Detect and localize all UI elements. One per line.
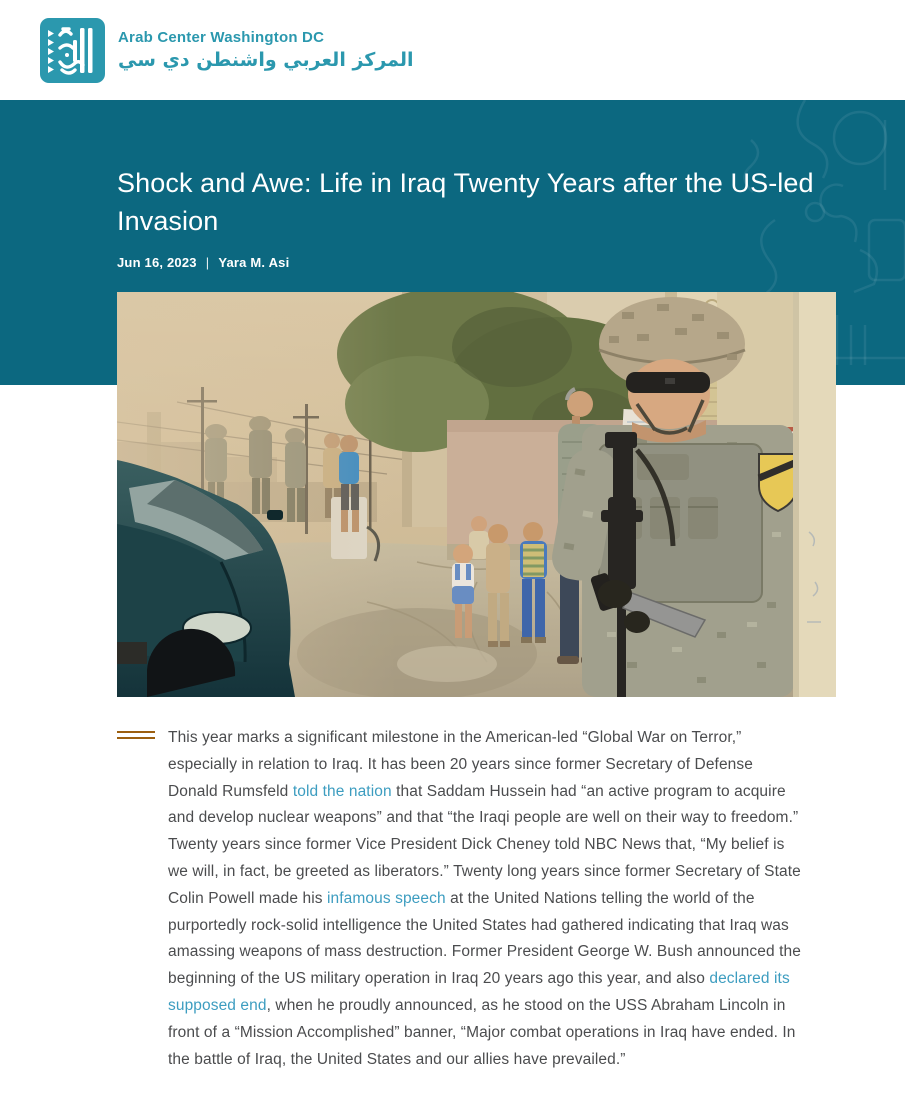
- brand-logo[interactable]: [40, 18, 414, 83]
- inline-link[interactable]: told the nation: [292, 782, 392, 800]
- paragraph-accent-lines: [117, 731, 155, 739]
- article-body: [0, 725, 905, 1073]
- brand-name-english: Arab Center Washington DC: [118, 28, 325, 46]
- brand-name-arabic: المركز العربي واشنطن دي سي: [118, 48, 414, 71]
- article-photo-illustration: [117, 292, 836, 697]
- site-header: [0, 0, 905, 100]
- inline-link[interactable]: infamous speech: [327, 889, 446, 907]
- article-photo: [117, 292, 836, 697]
- author-link[interactable]: Yara M. Asi: [218, 254, 290, 270]
- paragraph-text: that Saddam Hussein had “an active program to acquire and develop nuclear weapons” and that “the Iraqi people are well on their way to freedom.” Twenty years since former Vice President Dick Cheney told NBC News that, “My belief is we will, in fact, be greeted as liberators.” Twenty long years since former Secretary of State Colin Powell made his: [168, 782, 801, 907]
- article-title: Shock and Awe: Life in Iraq Twenty Years after the US-led Invasion: [117, 168, 814, 237]
- paragraph-text: at the United Nations telling the world of the purportedly rock-solid intelligence the United States had gathered indicating that Iraq was amassing weapons of mass destruction. Former President George W. Bush announced the beginning of the US military operation in Iraq 20 years ago this year, and also: [168, 889, 801, 988]
- acw-logo-icon: [40, 18, 105, 83]
- article-date: Jun 16, 2023: [117, 254, 197, 270]
- article-paragraph: [168, 725, 806, 1073]
- meta-separator: |: [205, 254, 210, 270]
- inline-link[interactable]: declared its supposed end: [168, 970, 790, 1014]
- paragraph-text: This year marks a significant milestone in the American-led “Global War on Terror,” especially in relation to Iraq. It has been 20 years since former Secretary of Defense Donald Rumsfeld: [168, 729, 753, 800]
- paragraph-text: , when he proudly announced, as he stood on the USS Abraham Lincoln in front of a “Mission Accomplished” banner, “Major combat operations in Iraq have ended. In the battle of Iraq, the United States and our allies have prevailed.”: [168, 996, 796, 1068]
- article-meta: [117, 255, 825, 270]
